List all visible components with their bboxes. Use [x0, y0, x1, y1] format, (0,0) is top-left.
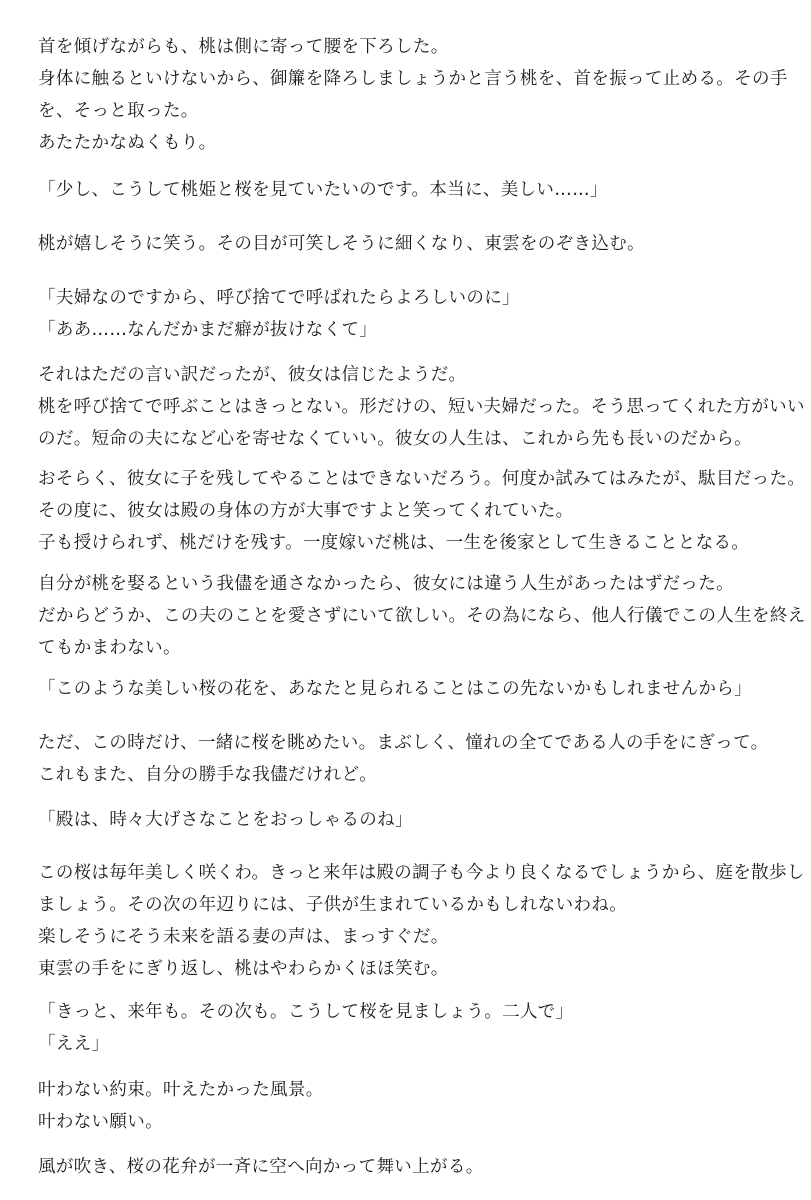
- text-line: それはただの言い訳だったが、彼女は信じたようだ。: [38, 365, 467, 385]
- text-line: ただ、この時だけ、一緒に桜を眺めたい。まぶしく、憧れの全てである人の手をにぎって。: [38, 733, 769, 753]
- text-line: 「このような美しい桜の花を、あなたと見られることはこの先ないかもしれませんから」: [38, 679, 752, 699]
- text-line: のだ。短命の夫になど心を寄せなくていい。彼女の人生は、これから先も長いのだから。: [38, 429, 752, 449]
- text-line: 「ああ……なんだかまだ癖が抜けなくて」: [38, 320, 378, 340]
- paragraph: [38, 228, 778, 260]
- text-line: あたたかなぬくもり。: [38, 133, 217, 153]
- text-line: おそらく、彼女に子を残してやることはできないだろう。何度か試みてはみたが、駄目だった。: [38, 469, 806, 489]
- paragraph: [38, 996, 778, 1060]
- text-line: この桜は毎年美しく咲くわ。きっと来年は殿の調子も今より良くなるでしょうから、庭を散歩し: [38, 863, 805, 883]
- text-line: 東雲の手をにぎり返し、桃はやわらかくほほ笑む。: [38, 959, 449, 979]
- paragraph: [38, 673, 778, 705]
- text-line: 風が吹き、桜の花弁が一斉に空へ向かって舞い上がる。: [38, 1157, 484, 1177]
- text-line: を、そっと取った。: [38, 101, 199, 121]
- paragraph: [38, 174, 778, 206]
- paragraph: [38, 282, 778, 346]
- text-line: 叶わない約束。叶えたかった風景。: [38, 1080, 324, 1100]
- text-line: ましょう。その次の年辺りには、子供が生まれているかもしれないわね。: [38, 895, 628, 915]
- paragraph: [38, 568, 806, 664]
- text-line: 「少し、こうして桃姫と桜を見ていたいのです。本当に、美しい……」: [38, 180, 608, 200]
- paragraph: [38, 804, 778, 836]
- text-line: 身体に触るといけないから、御簾を降ろしましょうかと言う桃を、首を振って止める。その手: [38, 69, 788, 89]
- text-line: 子も授けられず、桃だけを残す。一度嫁いだ桃は、一生を後家として生きることとなる。: [38, 533, 750, 553]
- text-line: その度に、彼女は殿の身体の方が大事ですよと笑ってくれていた。: [38, 501, 574, 521]
- text-line: 「ええ」: [38, 1034, 110, 1054]
- text-line: 「殿は、時々大げさなことをおっしゃるのね」: [38, 810, 413, 830]
- paragraph: [38, 857, 805, 985]
- paragraph: [38, 727, 778, 791]
- paragraph: [38, 463, 806, 559]
- text-line: これもまた、自分の勝手な我儘だけれど。: [38, 765, 378, 785]
- text-line: だからどうか、この夫のことを愛さずにいて欲しい。その為になら、他人行儀でこの人生を終え: [38, 606, 806, 626]
- text-line: 桃を呼び捨てで呼ぶことはきっとない。形だけの、短い夫婦だった。そう思ってくれた方がいい: [38, 397, 805, 417]
- text-line: てもかまわない。: [38, 638, 181, 658]
- paragraph: [38, 31, 788, 159]
- paragraph: [38, 359, 805, 455]
- text-line: 「夫婦なのですから、呼び捨てで呼ばれたらよろしいのに」: [38, 288, 520, 308]
- text-line: 叶わない願い。: [38, 1112, 163, 1132]
- paragraph: [38, 1151, 778, 1183]
- text-line: 首を傾げながらも、桃は側に寄って腰を下ろした。: [38, 37, 449, 57]
- paragraph: [38, 1074, 778, 1138]
- story-page: [38, 0, 806, 1200]
- text-line: 楽しそうにそう未来を語る妻の声は、まっすぐだ。: [38, 927, 449, 947]
- text-line: 「きっと、来年も。その次も。こうして桜を見ましょう。二人で」: [38, 1002, 574, 1022]
- text-line: 自分が桃を娶るという我儘を通さなかったら、彼女には違う人生があったはずだった。: [38, 574, 734, 594]
- text-line: 桃が嬉しそうに笑う。その目が可笑しそうに細くなり、東雲をのぞき込む。: [38, 234, 645, 254]
